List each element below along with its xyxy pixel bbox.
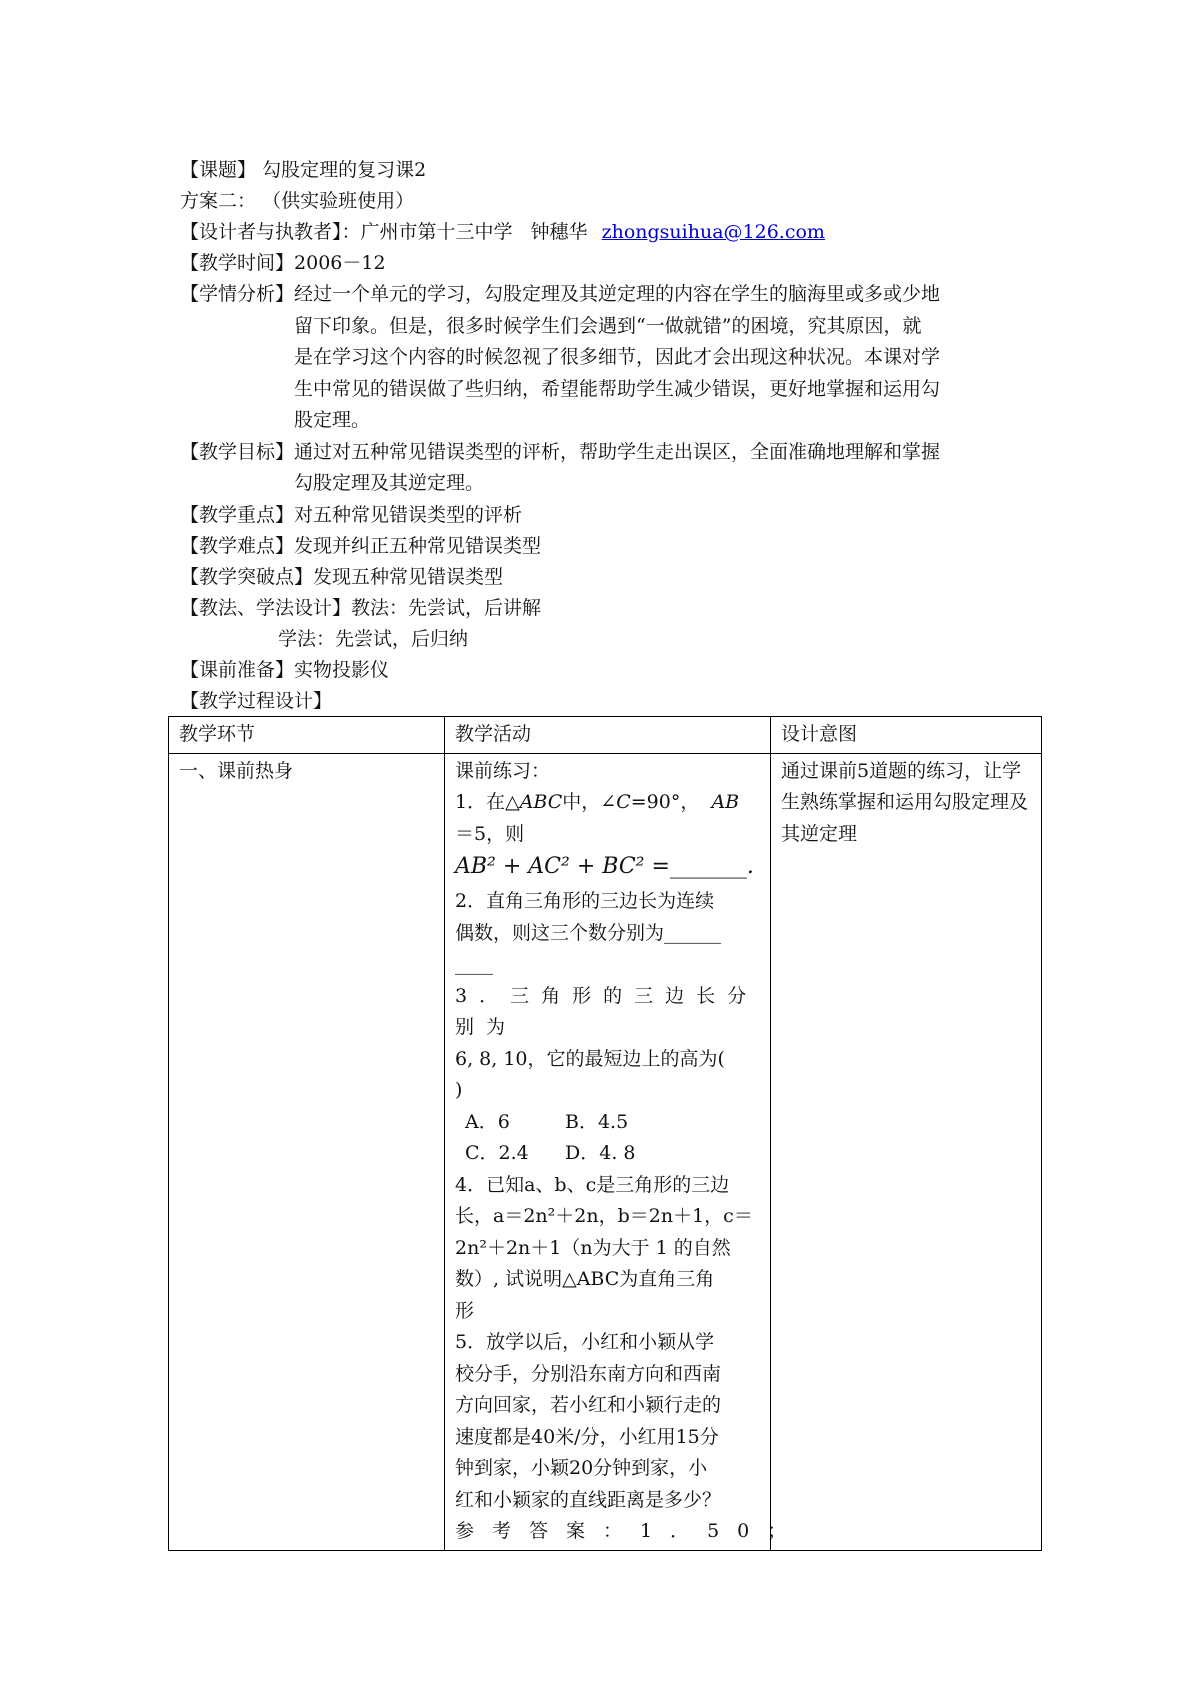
topic-label: 【课题】 [180,159,257,181]
time: 2006－12 [294,252,386,274]
q3-option-b: B．4.5 [565,1110,629,1133]
q3-option-d: D．4. 8 [565,1142,636,1164]
q1-angle: C [616,791,631,813]
activity-cell [445,753,805,1550]
q5-line: 红和小颖家的直线距离是多少？ [455,1488,722,1511]
email-link[interactable]: zhongsuihua@126.com [601,221,825,243]
process-table [168,716,1042,1551]
q3-line: ) [455,1079,463,1101]
prep-line [180,655,1020,686]
q3-options [455,1107,760,1139]
analysis-line: 生中常见的错误做了些归纳，希望能帮助学生减少错误，更好地掌握和运用勾 [294,377,941,400]
plan-label: 方案二： [180,190,257,212]
q5-line: 方向回家，若小红和小颖行走的 [455,1394,722,1416]
q5-line: 速度都是40米/分，小红用15分 [455,1425,719,1448]
analysis-line: 留下印象。但是，很多时候学生们会遇到“一做就错”的困境，究其原因，就 [294,314,922,337]
question-1 [455,787,760,819]
q5-line: 5．放学以后，小红和小颖从学 [455,1331,715,1353]
q1-formula: AB² + AC² + BC² =_______. [455,854,754,879]
q4-line: 数）, 试说明△ABC为直角三角 [455,1268,715,1290]
q3-line: 6, 8, 10，它的最短边上的高为( [455,1047,725,1070]
process-heading [180,686,1020,717]
key-label: 【教学重点】 [180,503,295,526]
q2-line: 偶数，则这三个数分别为______ [455,921,722,944]
method-line [180,593,1020,624]
difficulty-line [180,531,1020,562]
time-label: 【教学时间】 [180,252,295,274]
q4-line: 长，a＝2n²＋2n，b＝2n＋1，c＝ [455,1205,753,1227]
q4-line: 2n²＋2n＋1（n为大于 1 的自然 [455,1236,731,1259]
q1-triangle: ABC [519,791,563,813]
prep: 实物投影仪 [294,658,390,681]
analysis-line: 股定理。 [294,409,371,431]
breakthrough-line [180,562,1020,593]
q4-line: 形 [455,1299,475,1322]
learn-method: 学法：先尝试，后归纳 [278,627,469,650]
process-label: 【教学过程设计】 [180,689,333,712]
teach-method: 教法：先尝试，后讲解 [351,596,542,619]
goal-line: 通过对五种常见错误类型的评析，帮助学生走出误区，全面准确地理解和掌握 [294,440,941,463]
breakthrough: 发现五种常见错误类型 [313,565,504,588]
q5-line: 校分手，分别沿东南方向和西南 [455,1362,722,1385]
intent-cell: 通过课前5道题的练习，让学生熟练掌握和运用勾股定理及其逆定理 [771,753,1042,1550]
q4-line: 4．已知a、b、c是三角形的三边 [455,1173,730,1196]
analysis-line: 经过一个单元的学习，勾股定理及其逆定理的内容在学生的脑海里或多或少地 [294,283,941,305]
q2-line: ____ [455,953,493,975]
table-header-row [169,717,1042,754]
learn-method-line [180,624,1020,655]
q3-options [455,1138,760,1170]
q2-line: 2．直角三角形的三边长为连续 [455,890,715,912]
header-activity: 教学活动 [445,717,771,754]
q3-option-a: A．6 [465,1110,510,1133]
analysis-text [294,279,940,437]
q3-line: 3．三角形的三边长分别为 [455,984,759,1038]
stage-cell: 一、课前热身 [169,753,445,1550]
q1-line-2: ＝5，则 [455,822,525,845]
difficulty-label: 【教学难点】 [180,534,295,557]
analysis-section [180,279,1020,437]
lesson-info [180,155,1020,717]
difficulty: 发现并纠正五种常见错误类型 [294,534,542,557]
key-line [180,500,1020,531]
analysis-line: 是在学习这个内容的时候忽视了很多细节，因此才会出现这种状况。本课对学 [294,346,941,368]
answer-line: 参考答案：1．50； [455,1520,805,1542]
method-label: 【教法、学法设计】 [180,596,352,619]
activity-intro: 课前练习： [455,759,551,782]
table-row [169,753,1042,1550]
analysis-label: 【学情分析】 [180,283,295,305]
goal-section [180,437,1020,500]
q1-text: 1．在△ [455,791,520,813]
plan-line [180,186,1020,217]
designer-label: 【设计者与执教者】 [180,221,342,243]
q1-text: 中，∠ [562,791,617,813]
designer-line [180,217,1020,248]
key-point: 对五种常见错误类型的评析 [294,503,523,526]
teacher-name: 钟穗华 [530,221,588,243]
q1-side: AB [711,791,740,813]
q5-line: 钟到家，小颖20分钟到家，小 [455,1457,708,1479]
breakthrough-label: 【教学突破点】 [180,565,314,588]
goal-line: 勾股定理及其逆定理。 [294,472,485,494]
goal-text [294,437,940,500]
header-stage: 教学环节 [169,717,445,754]
designer-school: ：广州市第十三中学 [341,221,513,243]
topic-line [180,155,1020,186]
goal-label: 【教学目标】 [180,440,295,463]
topic: 勾股定理的复习课2 [262,159,427,181]
prep-label: 【课前准备】 [180,658,295,681]
time-line [180,248,1020,279]
plan: （供实验班使用） [262,190,415,212]
q3-option-c: C．2.4 [465,1142,529,1164]
q1-text: =90°， [630,791,700,813]
header-intent: 设计意图 [771,717,1042,754]
